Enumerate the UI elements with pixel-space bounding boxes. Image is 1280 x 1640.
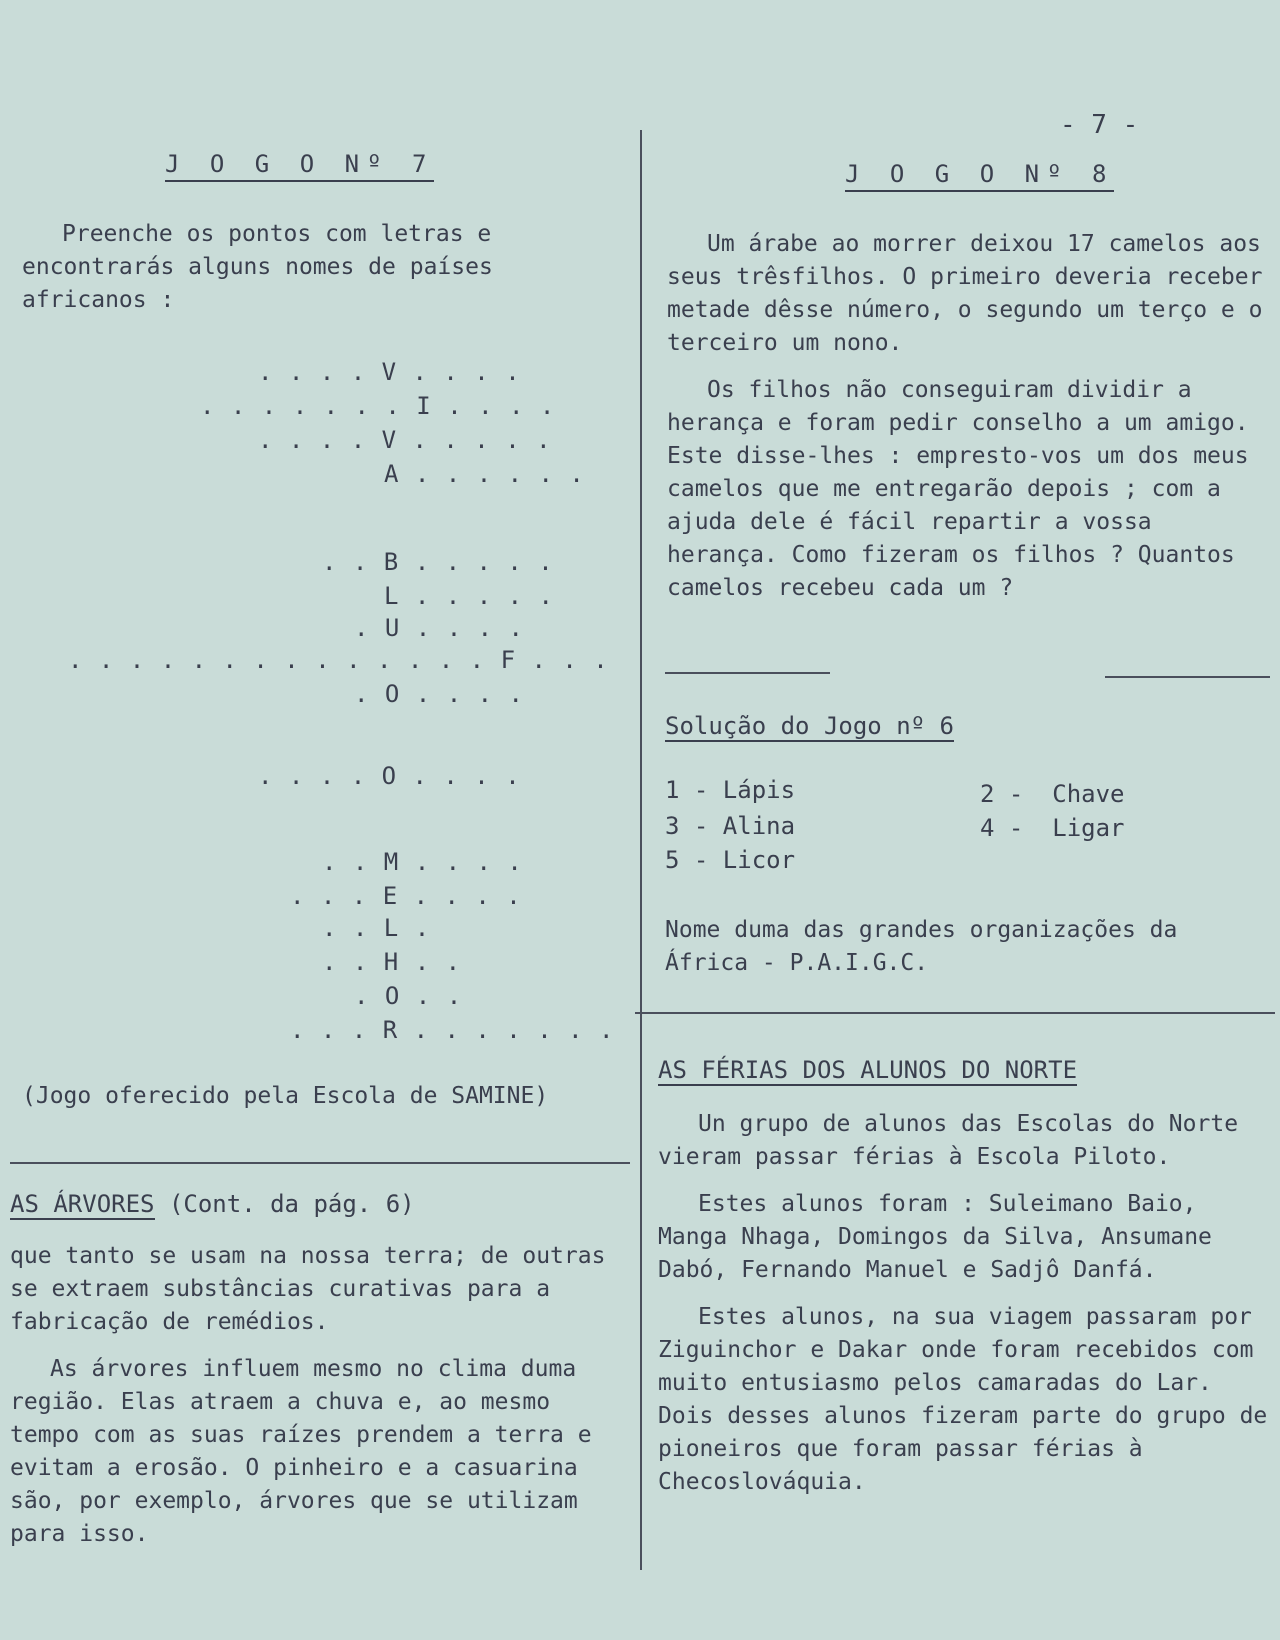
puzzle-row-1: . . . . V . . . .: [258, 358, 521, 386]
arvores-heading: [10, 1190, 415, 1218]
solucao-item-5: 5 - Licor: [665, 846, 796, 874]
puzzle-row-5: . . B . . . . .: [322, 548, 554, 576]
ferias-paragraph-3: Estes alunos, na sua viagem passaram por Ziguinchor e Dakar onde foram recebidos com muito entusiasmo pelos camaradas do Lar. Dois desses alunos fizeram parte do grupo de pioneiros que foram passar férias à Checoslováquia.: [658, 1304, 1268, 1495]
left-section-rule: [10, 1162, 630, 1164]
jogo7-credit-text: (Jogo oferecido pela Escola de SAMINE): [22, 1083, 549, 1109]
left-column: [10, 0, 630, 1640]
puzzle-row-6: L . . . . .: [384, 582, 554, 610]
column-divider: [640, 130, 642, 1570]
puzzle-row-16: . . . R . . . . . . .: [290, 1016, 615, 1044]
jogo7-credit: [22, 1080, 622, 1127]
ferias-heading: [658, 1056, 1077, 1084]
jogo8-title-text: J O G O Nº 8: [845, 160, 1114, 192]
right-section-rule: [635, 1012, 1275, 1014]
arvores-title: AS ÁRVORES: [10, 1190, 155, 1218]
solucao-heading: [665, 712, 954, 740]
puzzle-row-8: . . . . . . . . . . . . . . F . . .: [68, 646, 609, 674]
puzzle-row-3: . . . . V . . . . .: [258, 426, 552, 454]
jogo8-paragraph-2: Os filhos não conseguiram dividir a herança e foram pedir conselho a um amigo. Este disse-lhes : empresto-vos um dos meus camelos que me entregarão depois ; com a ajuda dele é fácil repartir a vossa herança. Como fizeram os filhos ? Quantos camelos recebeu cada um ?: [667, 377, 1249, 601]
arvores-title-suffix: (Cont. da pág. 6): [168, 1190, 415, 1218]
jogo8-paragraph-1: Um árabe ao morrer deixou 17 camelos aos seus trêsfilhos. O primeiro deveria receber metade dêsse número, o segundo um terço e o terceiro um nono.: [667, 231, 1263, 356]
jogo7-intro-text: Preenche os pontos com letras e encontrarás alguns nomes de países africanos :: [22, 221, 493, 313]
puzzle-row-2: . . . . . . . I . . . .: [200, 392, 556, 420]
jogo7-intro: [22, 218, 622, 331]
arvores-paragraph-2: As árvores influem mesmo no clima duma região. Elas atraem a chuva e, ao mesmo tempo com as suas raízes prendem a terra e evitam a erosão. O pinheiro e a casuarina são, por exemplo, árvores que se utilizam para isso.: [10, 1356, 592, 1547]
ferias-title: AS FÉRIAS DOS ALUNOS DO NORTE: [658, 1056, 1078, 1084]
right-short-rule-left: [665, 672, 830, 674]
puzzle-row-12: . . . E . . . .: [290, 882, 522, 910]
puzzle-row-9: . O . . . .: [354, 680, 524, 708]
ferias-body: [658, 1108, 1270, 1513]
solucao-item-2: 2 - Chave: [980, 780, 1125, 808]
solucao-item-1: 1 - Lápis: [665, 776, 796, 804]
arvores-body: [10, 1240, 608, 1565]
puzzle-row-15: . O . .: [354, 982, 463, 1010]
solucao-item-3: 3 - Alina: [665, 812, 796, 840]
puzzle-row-10: . . . . O . . . .: [258, 762, 521, 790]
solucao-note: [665, 914, 1265, 994]
jogo8-body: [667, 228, 1275, 619]
solucao-title: Solução do Jogo nº 6: [665, 712, 954, 740]
puzzle-row-14: . . H . .: [322, 948, 462, 976]
puzzle-row-13: . . L .: [322, 914, 431, 942]
puzzle-row-4: A . . . . . .: [384, 460, 585, 488]
solucao-note-text: Nome duma das grandes organizações da África - P.A.I.G.C.: [665, 917, 1178, 976]
arvores-paragraph-1: que tanto se usam na nossa terra; de outras se extraem substâncias curativas para a fabricação de remédios.: [10, 1243, 606, 1335]
right-column: [655, 0, 1275, 1640]
solucao-item-4: 4 - Ligar: [980, 814, 1125, 842]
puzzle-row-7: . U . . . .: [354, 614, 524, 642]
puzzle-row-11: . . M . . . .: [322, 848, 523, 876]
jogo7-title: [165, 150, 434, 178]
page-number: - 7 -: [1060, 110, 1139, 140]
ferias-paragraph-1: Un grupo de alunos das Escolas do Norte vieram passar férias à Escola Piloto.: [658, 1111, 1239, 1170]
ferias-paragraph-2: Estes alunos foram : Suleimano Baio, Manga Nhaga, Domingos da Silva, Ansumane Dabó, Fernando Manuel e Sadjô Danfá.: [658, 1191, 1212, 1283]
right-short-rule-right: [1105, 676, 1270, 678]
jogo8-title: [845, 160, 1114, 188]
jogo7-title-text: J O G O Nº 7: [165, 150, 434, 182]
